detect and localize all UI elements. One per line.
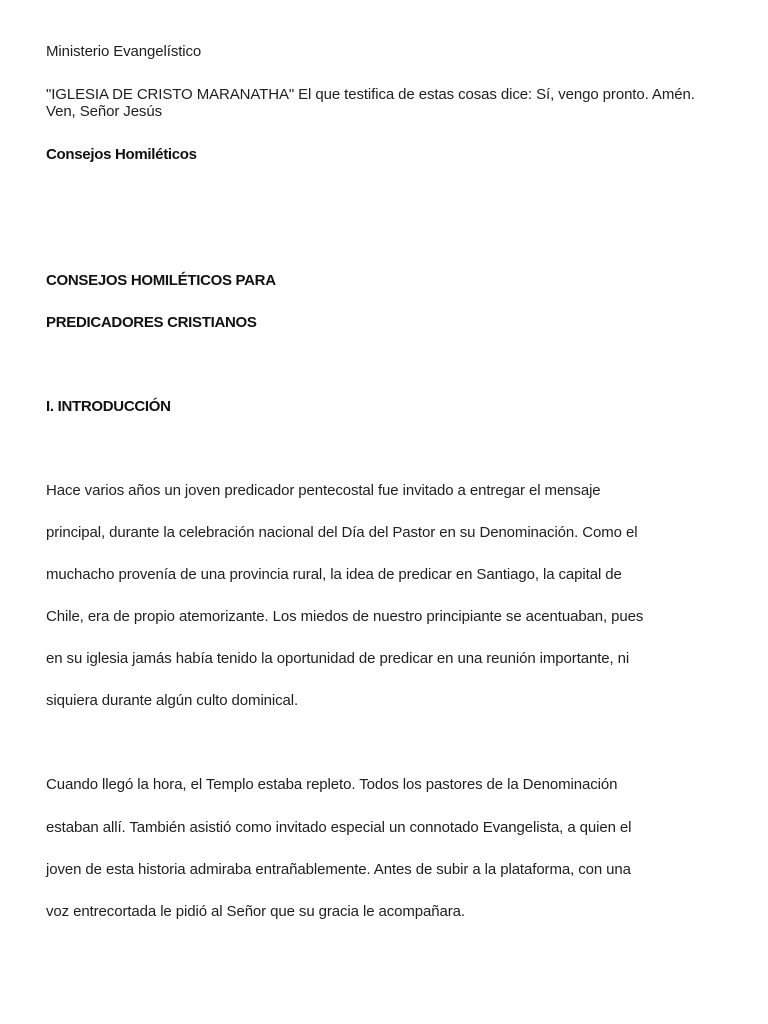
paragraph-line: siquiera durante algún culto dominical. — [46, 692, 299, 709]
paragraph-line: principal, durante la celebración nacional del Día del Pastor en su Denominación. Como el — [46, 524, 638, 541]
paragraph-line: muchacho provenía de una provincia rural, la idea de predicar en Santiago, la capital de — [46, 566, 622, 583]
document-title-line-2: PREDICADORES CRISTIANOS — [46, 314, 257, 331]
ministry-name: Ministerio Evangelístico — [46, 43, 202, 60]
paragraph-line: Hace varios años un joven predicador pentecostal fue invitado a entregar el mensaje — [46, 482, 601, 499]
paragraph-line: joven de esta historia admiraba entrañablemente. Antes de subir a la plataforma, con una — [46, 861, 631, 878]
church-motto-line-1: "IGLESIA DE CRISTO MARANATHA" El que testifica de estas cosas dice: Sí, vengo pronto. Amén. — [46, 86, 695, 103]
intro-heading: I. INTRODUCCIÓN — [46, 398, 171, 415]
paragraph-line: Chile, era de propio atemorizante. Los miedos de nuestro principiante se acentuaban, pues — [46, 608, 644, 625]
paragraph-line: en su iglesia jamás había tenido la oportunidad de predicar en una reunión importante, ni — [46, 650, 630, 667]
church-motto-line-2: Ven, Señor Jesús — [46, 103, 162, 120]
paragraph-line: Cuando llegó la hora, el Templo estaba repleto. Todos los pastores de la Denominación — [46, 776, 618, 793]
section-title: Consejos Homiléticos — [46, 146, 197, 163]
paragraph-line: voz entrecortada le pidió al Señor que su gracia le acompañara. — [46, 903, 465, 920]
document-title-line-1: CONSEJOS HOMILÉTICOS PARA — [46, 272, 276, 289]
paragraph-line: estaban allí. También asistió como invitado especial un connotado Evangelista, a quien el — [46, 819, 632, 836]
